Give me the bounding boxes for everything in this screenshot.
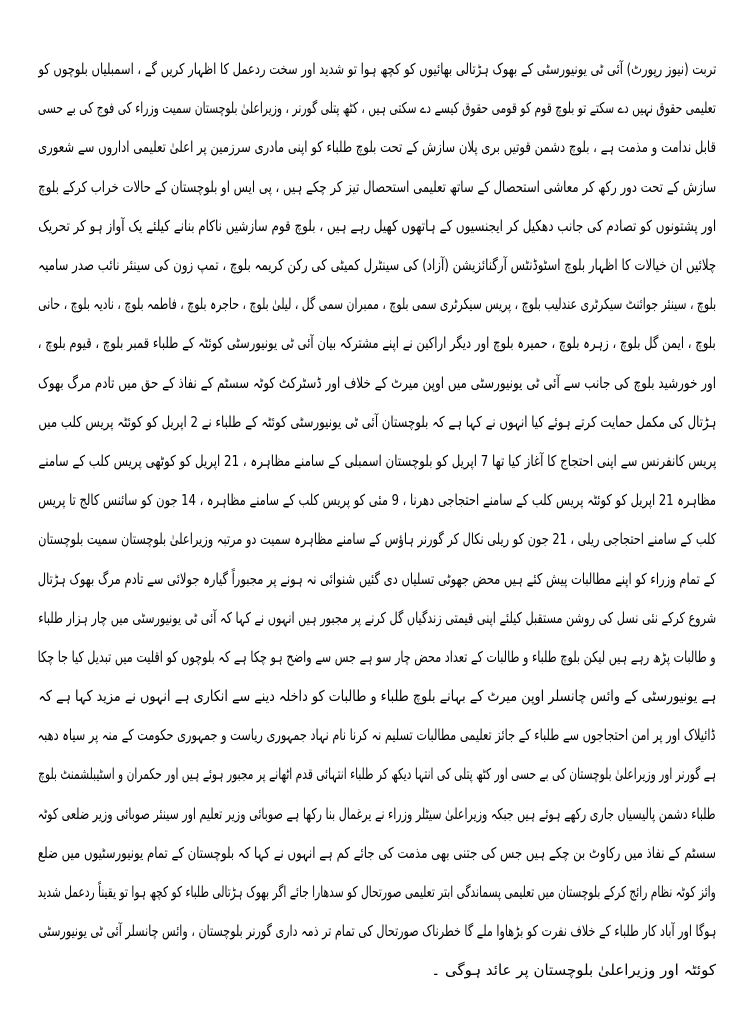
text-line-content: کے تمام وزراء کو اپنے مطالبات پیش کئے ہیں محض جھوٹی تسلیاں دی گئیں شنوائی نہ ہونے پر مجبوراً گیارہ جولائی سے تادم مرگ بھوک ہڑتال	[38, 569, 716, 588]
text-line-content: سسٹم کے نفاذ میں رکاوٹ بن چکے ہیں جس کی جتنی بھی مذمت کی جائے کم ہے انہوں نے کہا کہ بلوچستان کے تمام یونیورسٹیوں میں ضلع	[38, 843, 716, 862]
text-line	[38, 403, 716, 442]
text-line-content: ہڑتال کی مکمل حمایت کرتے ہوئے کیا انہوں نے کہا ہے کہ بلوچستان آئی ٹی یونیورسٹی کوئٹہ کے طلباء نے 2 اپریل کو کوئٹہ پریس کلب میں	[38, 412, 716, 431]
text-line	[38, 285, 716, 324]
text-line-content: بلوچ ، سینئر جوائنٹ سیکرٹری عندلیب بلوچ ، پریس سیکرٹری سمی بلوچ ، ممبران سمی گل ، لیلیٰ بلوچ ، حاجرہ بلوچ ، فاطمہ بلوچ ، نادیہ بلوچ ، حانی	[38, 295, 716, 314]
text-line-content: پریس کانفرنس سے اپنی احتجاج کا آغاز کیا تھا 7 اپریل کو بلوچستان اسمبلی کے سامنے مظاہرہ ، 21 اپریل کو کوٹھی پریس کلب کے سامنے	[38, 451, 716, 470]
text-line-content: قابل ندامت و مذمت ہے ، بلوچ دشمن قوتیں بری پلان سازش کے تحت بلوچ طلباء کو اپنی مادری سرزمین پر اعلیٰ تعلیمی اداروں سے شعوری	[38, 138, 716, 157]
text-line-content: مظاہرہ 21 اپریل کو کوئٹہ پریس کلب کے سامنے احتجاجی دھرنا ، 9 مئی کو پریس کلب کے سامنے مظاہرہ ، 14 جون کو سائنس کالج تا پریس	[38, 491, 716, 510]
text-line-content: ہے یونیورسٹی کے وائس چانسلر اوپن میرٹ کے بہانے بلوچ طلباء و طالبات کو داخلہ دینے سے انکاری ہے انہوں نے مزید کہا ہے کہ	[38, 687, 716, 706]
text-line	[38, 168, 716, 207]
text-line-content: کوئٹہ اور وزیراعلیٰ بلوچستان پر عائد ہوگی ۔	[431, 961, 716, 980]
text-line	[38, 599, 716, 638]
text-line-content: سازش کے تحت دور رکھ کر معاشی استحصال کے ساتھ تعلیمی استحصال تیز کر چکے ہیں ، پی ایس او بلوچستان کے حالات خراب کرکے بلوچ	[38, 177, 716, 196]
text-line	[38, 951, 716, 990]
text-line-content: کلب کے سامنے احتجاجی ریلی ، 21 جون کو ریلی نکال کر گورنر ہاؤس کے سامنے مظاہرہ سمیت دو مرتبہ وزیراعلیٰ بلوچستان سمیت بلوچستان	[38, 530, 716, 549]
text-line-content: ہوگا اور آباد کار طلباء کے خلاف نفرت کو بڑھاوا ملے گا خطرناک صورتحال کی تمام تر ذمہ داری گورنر بلوچستان ، وائس چانسلر آئی ٹی یونیورسٹی	[38, 922, 716, 941]
text-line	[38, 716, 716, 755]
article-body	[38, 50, 716, 991]
text-line-content: طلباء دشمن پالیسیاں جاری رکھے ہوئے ہیں جبکہ وزیراعلیٰ سیٹلر وزراء نے یرغمال بنا رکھا ہے صوبائی وزیر تعلیم اور سینئر صوبائی وزیر ضلعی کوٹہ	[38, 804, 716, 823]
text-line-content: تعلیمی حقوق نہیں دے سکتے تو بلوچ قوم کو قومی حقوق کیسے دے سکتی ہیں ، کٹھ پتلی گورنر ، وزیراعلیٰ بلوچستان سمیت وزراء کی فوج کی بے حسی	[38, 99, 716, 118]
text-line-content: تربت (نیوز رپورٹ) آئی ٹی یونیورسٹی کے بھوک ہڑتالی بھائیوں کو کچھ ہوا تو شدید اور سخت ردعمل کا اظہار کریں گے ، اسمبلیاں بلوچوں کو	[38, 60, 716, 79]
text-line	[38, 481, 716, 520]
text-line	[38, 246, 716, 285]
text-line	[38, 912, 716, 951]
text-line	[38, 834, 716, 873]
text-line	[38, 207, 716, 246]
text-line	[38, 638, 716, 677]
text-line	[38, 520, 716, 559]
text-line	[38, 755, 716, 794]
text-line	[38, 128, 716, 167]
text-line	[38, 559, 716, 598]
text-line-content: ڈائیلاک اور پر امن احتجاجوں سے طلباء کے جائز تعلیمی مطالبات تسلیم نہ کرنا نام نہاد جمہوری ریاست و جمہوری حکومت کے منہ پر سیاہ دھبہ	[38, 726, 716, 745]
text-line	[38, 442, 716, 481]
text-line-content: ہے گورنر اور وزیراعلیٰ بلوچستان کی بے حسی اور کٹھ پتلی کی انتہا دیکھ کر طلباء انتہائی قدم اٹھانے پر مجبور ہوئے ہیں اور حکمران و اسٹیبلشمنٹ بلوچ	[38, 765, 716, 784]
text-line	[38, 795, 716, 834]
text-line	[38, 677, 716, 716]
text-line-content: چلائیں ان خیالات کا اظہار بلوچ اسٹوڈنٹس آرگنائزیشن (آزاد) کی سینٹرل کمیٹی کی رکن کریمہ بلوچ ، تمپ زون کی سینئر نائب صدر سامیہ	[38, 256, 716, 275]
text-line-content: اور خورشید بلوچ کی جانب سے آئی ٹی یونیورسٹی میں اوپن میرٹ کے خلاف اور ڈسٹرکٹ کوٹہ سسٹم کے نفاذ کے حق میں تادم مرگ بھوک	[38, 373, 716, 392]
text-line-content: بلوچ ، ایمن گل بلوچ ، زہرہ بلوچ ، حمیرہ بلوچ اور دیگر اراکین نے اپنے مشترکہ بیان آئی ٹی یونیورسٹی کوئٹہ کے طلباء قمبر بلوچ ، قیوم بلوچ ،	[38, 334, 716, 353]
text-line-content: وائز کوٹہ نظام رائج کرکے بلوچستان میں تعلیمی پسماندگی ابتر تعلیمی صورتحال کو سدھارا جائے اگر بھوک ہڑتالی طلباء کو کچھ ہوا تو یقیناً ردعمل شدید	[38, 883, 716, 902]
text-line-content: شروع کرکے نئی نسل کی روشن مستقبل کیلئے اپنی قیمتی زندگیاں گل کرنے پر مجبور ہیں انہوں نے کہا کہ آئی ٹی یونیورسٹی میں چار ہزار طلباء	[38, 608, 716, 627]
text-line	[38, 50, 716, 89]
text-line	[38, 324, 716, 363]
text-line-content: و طالبات پڑھ رہے ہیں لیکن بلوچ طلباء و طالبات کے تعداد محض چار سو ہے جس سے واضح ہو چکا ہے کہ بلوچوں کو اقلیت میں تبدیل کیا جا چکا	[38, 647, 716, 666]
text-line	[38, 873, 716, 912]
text-line	[38, 89, 716, 128]
text-line	[38, 364, 716, 403]
text-line-content: اور پشتونوں کو تصادم کی جانب دھکیل کر ایجنسیوں کے ہاتھوں کھیل رہے ہیں ، بلوچ قوم سازشیں ناکام بنانے کیلئے یک آواز ہو کر تحریک	[38, 216, 716, 235]
